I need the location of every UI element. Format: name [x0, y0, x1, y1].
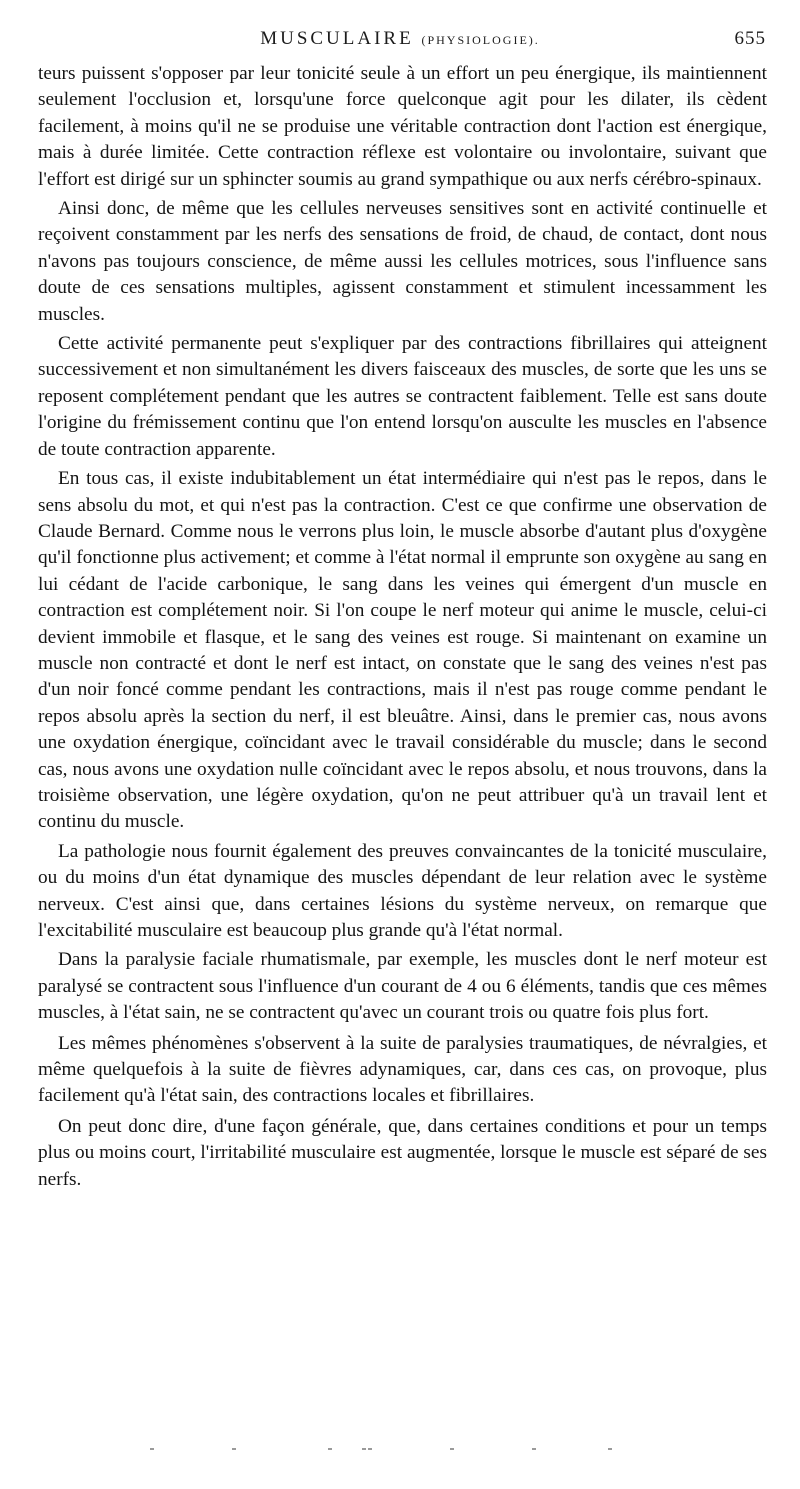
paragraph-2: Ainsi donc, de même que les cellules nerveuses sensitives sont en activité continuelle et reçoivent constamment par les nerfs des sensations de froid, de chaud, de contact, dont nous n'avons pas toujours conscience, de même aussi les cellules motrices, sous l'influence sans doute de ces sensations multiples, agissent constamment et stimulent incessamment les muscles. — [38, 198, 767, 325]
speck — [150, 1448, 154, 1450]
speck — [450, 1448, 454, 1450]
running-head-main: MUSCULAIRE — [260, 28, 414, 49]
paragraph-6: Dans la paralysie faciale rhumatismale, par exemple, les muscles dont le nerf moteur est paralysé se contractent sous l'influence d'un courant de 4 ou 6 éléments, tandis que ces mêmes muscles, à l'état sain, ne se contractent qu'avec un courant trois ou quatre fois plus fort. — [38, 949, 767, 1024]
paragraph-3: Cette activité permanente peut s'expliquer par des contractions fibrillaires qui atteignent successivement et non simultanément les divers faisceaux des muscles, de sorte que les uns se reposent complétement pendant que les autres se contractent faiblement. Telle est sans doute l'origine du frémissement continu que l'on entend lorsqu'on ausculte les muscles en l'absence de toute contraction apparente. — [38, 333, 767, 460]
paragraph-7: Les mêmes phénomènes s'observent à la suite de paralysies traumatiques, de névralgies, et même quelquefois à la suite de fièvres adynamiques, car, dans ces cas, on provoque, plus facilement qu'à l'état sain, des contractions locales et fibrillaires. — [38, 1032, 767, 1107]
running-head — [0, 28, 800, 58]
speck — [368, 1448, 372, 1450]
speck — [328, 1448, 332, 1450]
speck — [362, 1448, 366, 1450]
speck — [232, 1448, 236, 1450]
running-head-title — [0, 28, 800, 50]
paragraph-1: teurs puissent s'opposer par leur tonicité seule à un effort un peu énergique, ils maintiennent seulement l'occlusion et, lorsqu'une force quelconque agit pour les dilater, ils cèdent facilement, à moins qu'il ne se produise une véritable contraction dont l'action est énergique, mais à durée limitée. Cette contraction réflexe est volontaire ou involontaire, suivant que l'effort est dirigé sur un sphincter soumis au grand sympathique ou aux nerfs cérébro-spinaux. — [38, 63, 767, 190]
running-head-subtitle: (PHYSIOLOGIE). — [421, 33, 540, 47]
page-number: 655 — [734, 28, 766, 49]
print-specks — [0, 1448, 800, 1458]
speck — [532, 1448, 536, 1450]
speck — [608, 1448, 612, 1450]
paragraph-5: La pathologie nous fournit également des preuves convaincantes de la tonicité musculaire, ou du moins d'un état dynamique des muscles dépendant de leur relation avec le système nerveux. C'est ainsi que, dans certaines lésions du système nerveux, on remarque que l'excitabilité musculaire est beaucoup plus grande qu'à l'état normal. — [38, 840, 767, 941]
body-text — [38, 61, 767, 1196]
paragraph-8: On peut donc dire, d'une façon générale, que, dans certaines conditions et pour un temps plus ou moins court, l'irritabilité musculaire est augmentée, lorsque le muscle est séparé de ses nerfs. — [38, 1115, 767, 1190]
paragraph-4: En tous cas, il existe indubitablement un état intermédiaire qui n'est pas le repos, dans le sens absolu du mot, et qui n'est pas la contraction. C'est ce que confirme une observation de Claude Bernard. Comme nous le verrons plus loin, le muscle absorbe d'autant plus d'oxygène qu'il fonctionne plus activement; et comme à l'état normal il emprunte son oxygène au sang en lui cédant de l'acide carbonique, le sang dans les veines qui émergent d'un muscle en contraction est complétement noir. Si l'on coupe le nerf moteur qui anime le muscle, celui-ci devient immobile et flasque, et le sang des veines est rouge. Si maintenant on examine un muscle non contracté et dont le nerf est intact, on constate que le sang des veines n'est pas d'un noir foncé comme pendant les contractions, mais il n'est pas rouge comme pendant le repos absolu après la section du nerf, il est bleuâtre. Ainsi, dans le premier cas, nous avons une oxydation énergique, coïncidant avec le travail considérable du muscle; dans le second cas, nous avons une oxydation nulle coïncidant avec le repos absolu, et nous trouvons, dans la troisième observation, une légère oxydation, qu'on ne peut attribuer qu'à un travail lent et continu du muscle. — [38, 468, 767, 833]
